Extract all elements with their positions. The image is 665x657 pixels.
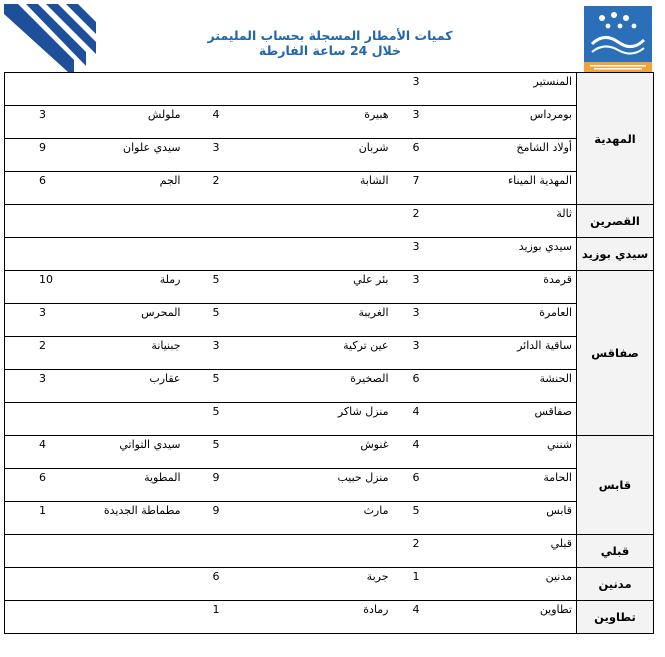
station-name: الغريبة: [358, 306, 389, 319]
rain-value: 2: [212, 174, 220, 187]
station-cell: [5, 436, 185, 469]
station-name: بومرداس: [529, 108, 572, 121]
table-row: [5, 601, 654, 634]
rain-value: 2: [39, 339, 46, 352]
station-cell: [5, 568, 185, 601]
station-cell: [5, 106, 185, 139]
spacer-cell: [185, 106, 193, 139]
rain-value: 4: [212, 108, 220, 121]
station-name: رمادة: [363, 603, 389, 616]
station-name: قبلي: [550, 537, 572, 550]
station-name: قابس: [546, 504, 572, 517]
station-cell: [393, 139, 577, 172]
rain-value: 6: [39, 471, 46, 484]
station-cell: [193, 205, 393, 238]
rain-value: 2: [412, 537, 420, 550]
rain-value: 4: [412, 603, 420, 616]
station-cell: [393, 172, 577, 205]
station-cell: [393, 370, 577, 403]
station-cell: [5, 205, 185, 238]
table-row: [5, 139, 654, 172]
governorate-cell: قابس: [577, 436, 654, 535]
station-cell: [193, 568, 393, 601]
station-name: غنوش: [360, 438, 389, 451]
station-name: مطماطة الجديدة: [103, 504, 181, 517]
table-row: [5, 370, 654, 403]
rain-value: [5, 403, 39, 435]
spacer-cell: [185, 436, 193, 469]
station-cell: [393, 469, 577, 502]
rain-value: 5: [212, 273, 220, 286]
table-row: [5, 73, 654, 106]
spacer-cell: [185, 601, 193, 634]
station-cell: [193, 403, 393, 436]
station-name: سيدي التواتي: [119, 438, 181, 451]
table-row: [5, 106, 654, 139]
station-cell: [393, 601, 577, 634]
spacer-cell: [185, 469, 193, 502]
station-name: المهدية الميناء: [508, 174, 572, 187]
station-cell: [5, 238, 185, 271]
rain-value: 6: [412, 141, 420, 154]
rain-value: 3: [412, 75, 420, 88]
rain-value: 6: [412, 471, 420, 484]
rain-value: 4: [412, 438, 420, 451]
station-name: الجم: [159, 174, 181, 187]
station-cell: [5, 403, 185, 436]
station-name: ساقية الدائر: [517, 339, 572, 352]
spacer-cell: [185, 502, 193, 535]
station-name: شربان: [358, 141, 389, 154]
station-cell: [393, 73, 577, 106]
station-name: الحامة: [543, 471, 572, 484]
station-cell: [5, 73, 185, 106]
table-row: [5, 172, 654, 205]
station-cell: [193, 106, 393, 139]
rain-value: 1: [39, 504, 46, 517]
station-name: سيدي بوزيد: [518, 240, 572, 253]
table-row: [5, 502, 654, 535]
station-cell: [193, 172, 393, 205]
station-name: جربة: [366, 570, 389, 583]
station-name: [39, 73, 185, 105]
rain-value: [5, 238, 39, 270]
rain-value: 5: [212, 438, 220, 451]
governorate-cell: المهدية: [577, 73, 654, 205]
station-cell: [5, 535, 185, 568]
rain-value: 5: [212, 306, 220, 319]
rain-value: 3: [39, 372, 46, 385]
rain-value: [5, 535, 39, 567]
rain-value: [5, 568, 39, 600]
station-cell: [393, 271, 577, 304]
rain-value: [193, 238, 213, 270]
station-cell: [193, 601, 393, 634]
spacer-cell: [185, 139, 193, 172]
rain-value: 1: [412, 570, 420, 583]
station-name: جبنيانة: [151, 339, 181, 352]
rain-value: 3: [39, 306, 46, 319]
station-name: أولاد الشامخ: [516, 141, 572, 154]
station-cell: [5, 370, 185, 403]
station-name: [213, 238, 393, 270]
station-name: هبيرة: [364, 108, 389, 121]
station-name: [213, 73, 393, 105]
rain-value: 3: [412, 240, 420, 253]
station-cell: [193, 139, 393, 172]
rain-value: [5, 601, 39, 633]
rain-value: 6: [212, 570, 220, 583]
rain-value: [193, 535, 213, 567]
governorate-cell: سيدي بوزيد: [577, 238, 654, 271]
station-cell: [193, 370, 393, 403]
station-cell: [5, 337, 185, 370]
spacer-cell: [185, 535, 193, 568]
station-cell: [5, 601, 185, 634]
rain-value: 5: [412, 504, 420, 517]
table-row: [5, 403, 654, 436]
governorate-cell: مدنين: [577, 568, 654, 601]
table-row: [5, 568, 654, 601]
meteo-emblem-logo: [584, 6, 652, 72]
station-name: بئر علي: [353, 273, 389, 286]
station-cell: [193, 304, 393, 337]
rain-value: 9: [39, 141, 46, 154]
station-name: [39, 535, 185, 567]
rain-value: 3: [39, 108, 46, 121]
rain-value: 6: [412, 372, 420, 385]
station-cell: [393, 106, 577, 139]
station-name: الصخيرة: [350, 372, 389, 385]
spacer-cell: [185, 304, 193, 337]
station-name: عقارب: [149, 372, 181, 385]
governorate-cell: صفاقس: [577, 271, 654, 436]
station-name: ثالة: [556, 207, 572, 220]
station-cell: [393, 238, 577, 271]
station-name: مارث: [363, 504, 389, 517]
station-cell: [5, 469, 185, 502]
spacer-cell: [185, 238, 193, 271]
station-name: [39, 205, 185, 237]
station-cell: [393, 205, 577, 238]
rain-value: [5, 205, 39, 237]
station-name: سيدي علوان: [123, 141, 181, 154]
rain-value: [193, 205, 213, 237]
station-name: [39, 403, 185, 435]
governorate-cell: قبلي: [577, 535, 654, 568]
rain-value: 4: [412, 405, 420, 418]
rain-value: 5: [212, 405, 220, 418]
station-name: مدنين: [545, 570, 572, 583]
station-cell: [393, 304, 577, 337]
table-row: [5, 469, 654, 502]
rain-value: 7: [412, 174, 420, 187]
station-name: ملولش: [147, 108, 181, 121]
station-name: العامرة: [539, 306, 572, 319]
table-row: [5, 535, 654, 568]
spacer-cell: [185, 172, 193, 205]
station-cell: [5, 304, 185, 337]
institute-logo-left: [4, 4, 96, 72]
station-cell: [193, 502, 393, 535]
station-cell: [193, 436, 393, 469]
rain-value: 1: [212, 603, 220, 616]
station-name: شنني: [546, 438, 572, 451]
station-cell: [5, 502, 185, 535]
spacer-cell: [185, 403, 193, 436]
station-cell: [193, 535, 393, 568]
rain-value: 9: [212, 471, 220, 484]
station-name: تطاوين: [539, 603, 572, 616]
governorate-cell: القصرين: [577, 205, 654, 238]
rain-value: 5: [212, 372, 220, 385]
station-name: [213, 205, 393, 237]
report-subtitle: خلال 24 ساعة الفارطة: [258, 43, 402, 58]
table-row: [5, 337, 654, 370]
rain-value: [5, 73, 39, 105]
rain-value: 3: [212, 141, 220, 154]
station-cell: [193, 73, 393, 106]
rain-value: 3: [412, 339, 420, 352]
station-name: المنستير: [533, 75, 572, 88]
station-name: الحنشة: [539, 372, 572, 385]
station-cell: [5, 172, 185, 205]
station-cell: [393, 337, 577, 370]
governorate-cell: تطاوين: [577, 601, 654, 634]
spacer-cell: [185, 73, 193, 106]
station-cell: [5, 139, 185, 172]
rain-value: 4: [39, 438, 46, 451]
table-row: [5, 205, 654, 238]
rain-value: 2: [412, 207, 420, 220]
rain-value: 10: [39, 273, 53, 286]
station-name: [39, 238, 185, 270]
station-cell: [193, 271, 393, 304]
report-title: كميات الأمطار المسجلة بحساب المليمتر: [207, 28, 453, 43]
spacer-cell: [185, 205, 193, 238]
station-name: منزل حبيب: [337, 471, 389, 484]
rain-value: 3: [212, 339, 220, 352]
rain-value: 3: [412, 306, 420, 319]
station-name: منزل شاكر: [337, 405, 389, 418]
spacer-cell: [185, 568, 193, 601]
spacer-cell: [185, 370, 193, 403]
station-name: صفاقس: [534, 405, 572, 418]
station-cell: [193, 238, 393, 271]
table-row: [5, 436, 654, 469]
station-cell: [5, 271, 185, 304]
rain-value: 9: [212, 504, 220, 517]
station-name: المحرس: [141, 306, 181, 319]
spacer-cell: [185, 337, 193, 370]
station-name: عين تركية: [343, 339, 389, 352]
station-name: [39, 601, 185, 633]
rain-value: 3: [412, 273, 420, 286]
station-cell: [393, 436, 577, 469]
station-cell: [393, 535, 577, 568]
table-row: [5, 271, 654, 304]
station-name: [213, 535, 393, 567]
rain-value: 6: [39, 174, 46, 187]
rain-value: [193, 73, 213, 105]
rainfall-table: [4, 72, 654, 634]
station-cell: [193, 337, 393, 370]
table-row: [5, 304, 654, 337]
station-cell: [393, 568, 577, 601]
station-name: الشابة: [359, 174, 389, 187]
station-cell: [193, 469, 393, 502]
table-row: [5, 238, 654, 271]
station-cell: [393, 403, 577, 436]
rain-value: 3: [412, 108, 420, 121]
station-name: [39, 568, 185, 600]
station-cell: [393, 502, 577, 535]
station-name: رملة: [159, 273, 181, 286]
spacer-cell: [185, 271, 193, 304]
station-name: المطوية: [144, 471, 181, 484]
station-name: قرمدة: [543, 273, 572, 286]
